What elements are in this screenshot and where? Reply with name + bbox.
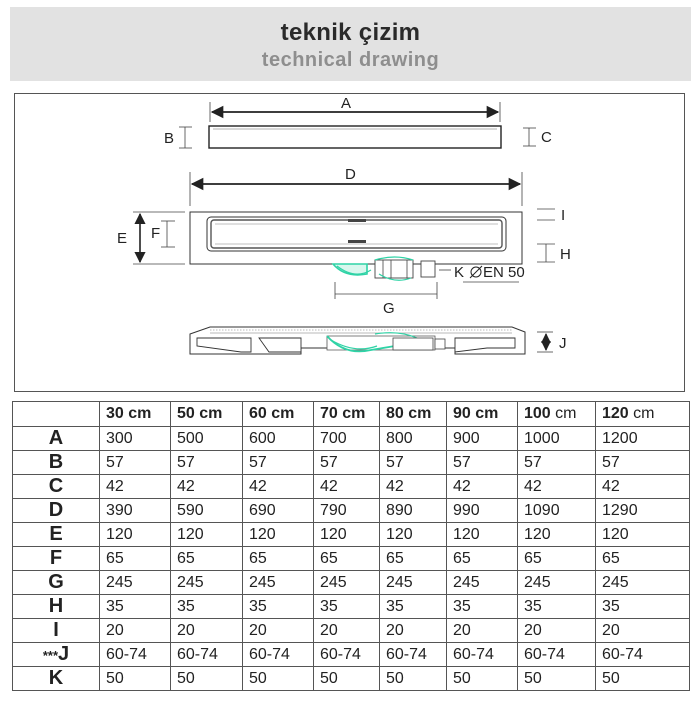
column-header-80cm (380, 402, 447, 427)
dimension-table (12, 401, 690, 691)
table-cell: 35 (380, 595, 447, 619)
table-cell: 65 (518, 547, 596, 571)
column-unit: cm (555, 405, 577, 422)
table-row (13, 595, 690, 619)
table-cell: 120 (243, 523, 314, 547)
table-cell: 120 (171, 523, 243, 547)
column-header-120cm (596, 402, 690, 427)
row-label-h (13, 595, 100, 619)
table-cell: 35 (314, 595, 380, 619)
table-row (13, 523, 690, 547)
table-cell: 50 (171, 667, 243, 691)
dimension-c (523, 128, 552, 146)
table-cell: 35 (243, 595, 314, 619)
table-cell: 60-74 (171, 643, 243, 667)
table-cell: 60-74 (447, 643, 518, 667)
table-cell: 65 (171, 547, 243, 571)
table-cell: 65 (100, 547, 171, 571)
table-cell: 50 (380, 667, 447, 691)
table-cell: 42 (314, 475, 380, 499)
column-unit: cm (475, 405, 499, 422)
label-a: A (341, 95, 352, 112)
table-cell: 20 (314, 619, 380, 643)
row-label-g (13, 571, 100, 595)
table-cell: 245 (243, 571, 314, 595)
table-cell: 35 (100, 595, 171, 619)
table-cell: 57 (243, 451, 314, 475)
table-cell: 690 (243, 499, 314, 523)
table-row (13, 571, 690, 595)
table-cell: 50 (447, 667, 518, 691)
row-label-f (13, 547, 100, 571)
table-cell: 60-74 (380, 643, 447, 667)
grate-top-view (209, 126, 501, 148)
row-label-b (13, 451, 100, 475)
table-cell: 245 (171, 571, 243, 595)
table-cell: 120 (596, 523, 690, 547)
dimension-j (537, 332, 567, 352)
table-cell: 60-74 (100, 643, 171, 667)
table-cell: 990 (447, 499, 518, 523)
corner-cell (13, 402, 100, 427)
table-cell: 50 (314, 667, 380, 691)
row-label-letter: I (53, 619, 59, 641)
table-cell: 50 (243, 667, 314, 691)
technical-drawing-panel (14, 93, 685, 392)
column-size: 30 (106, 405, 124, 422)
row-label-c (13, 475, 100, 499)
table-cell: 245 (380, 571, 447, 595)
table-cell: 57 (596, 451, 690, 475)
table-cell: 20 (100, 619, 171, 643)
column-header-70cm (314, 402, 380, 427)
dimension-h (537, 244, 571, 263)
diameter-icon (470, 266, 482, 278)
table-cell: 245 (314, 571, 380, 595)
column-size: 90 (453, 405, 471, 422)
table-cell: 20 (596, 619, 690, 643)
dimension-g (335, 282, 437, 317)
column-size: 70 (320, 405, 338, 422)
table-cell: 120 (314, 523, 380, 547)
table-cell: 20 (518, 619, 596, 643)
table-cell: 245 (596, 571, 690, 595)
table-cell: 60-74 (596, 643, 690, 667)
label-e: E (117, 230, 128, 247)
header-banner (10, 7, 691, 81)
column-header-90cm (447, 402, 518, 427)
row-label-letter: C (48, 475, 64, 497)
table-cell: 42 (596, 475, 690, 499)
label-k-spec: EN 50 (483, 264, 525, 281)
page-subtitle: technical drawing (261, 49, 440, 71)
column-header-30cm (100, 402, 171, 427)
label-c: C (541, 129, 552, 146)
row-label-letter: B (48, 451, 64, 473)
page-title: teknik çizim (280, 19, 421, 46)
label-d: D (345, 166, 356, 183)
table-cell: 390 (100, 499, 171, 523)
table-cell: 57 (518, 451, 596, 475)
table-cell: 57 (314, 451, 380, 475)
column-size: 80 (386, 405, 404, 422)
table-cell: 300 (100, 427, 171, 451)
table-cell: 57 (171, 451, 243, 475)
table-cell: 35 (596, 595, 690, 619)
row-label-e (13, 523, 100, 547)
table-cell: 35 (171, 595, 243, 619)
column-unit: cm (199, 405, 223, 422)
column-unit: cm (342, 405, 366, 422)
dimension-d (190, 166, 522, 206)
table-cell: 65 (596, 547, 690, 571)
row-label-prefix: *** (42, 648, 59, 663)
table-cell: 60-74 (243, 643, 314, 667)
table-cell: 890 (380, 499, 447, 523)
table-cell: 120 (447, 523, 518, 547)
table-cell: 500 (171, 427, 243, 451)
row-label-d (13, 499, 100, 523)
dimension-f (151, 221, 175, 247)
table-cell: 20 (171, 619, 243, 643)
table-cell: 42 (243, 475, 314, 499)
row-label-k (13, 667, 100, 691)
row-label-letter: E (49, 523, 63, 545)
table-cell: 42 (518, 475, 596, 499)
table-cell: 35 (447, 595, 518, 619)
label-k: K (454, 264, 465, 281)
table-cell: 1090 (518, 499, 596, 523)
dimension-b (164, 127, 192, 148)
table-cell: 20 (447, 619, 518, 643)
table-cell: 50 (518, 667, 596, 691)
table-cell: 42 (100, 475, 171, 499)
column-unit: cm (408, 405, 432, 422)
channel-side-view (190, 327, 525, 354)
table-cell: 42 (380, 475, 447, 499)
row-label-i (13, 619, 100, 643)
table-cell: 57 (100, 451, 171, 475)
table-row (13, 643, 690, 667)
table-row (13, 499, 690, 523)
table-cell: 1290 (596, 499, 690, 523)
table-body (13, 427, 690, 691)
column-header-50cm (171, 402, 243, 427)
table-cell: 35 (518, 595, 596, 619)
dimension-a (210, 95, 500, 122)
column-unit: cm (271, 405, 295, 422)
table-cell: 20 (380, 619, 447, 643)
table-cell: 120 (518, 523, 596, 547)
header-row (13, 402, 690, 427)
table-cell: 50 (100, 667, 171, 691)
table-cell: 65 (380, 547, 447, 571)
table-row (13, 451, 690, 475)
table-cell: 60-74 (518, 643, 596, 667)
table-cell: 120 (380, 523, 447, 547)
table-cell: 245 (447, 571, 518, 595)
label-j: J (559, 335, 567, 352)
table-cell: 120 (100, 523, 171, 547)
column-size: 120 (602, 405, 629, 422)
table-cell: 245 (100, 571, 171, 595)
label-f: F (151, 225, 161, 242)
table-cell: 900 (447, 427, 518, 451)
technical-drawing (15, 94, 686, 393)
column-unit: cm (633, 405, 655, 422)
table-cell: 42 (447, 475, 518, 499)
table-cell: 790 (314, 499, 380, 523)
column-size: 50 (177, 405, 195, 422)
table-cell: 65 (447, 547, 518, 571)
table-cell: 57 (447, 451, 518, 475)
table-cell: 65 (243, 547, 314, 571)
table-cell: 245 (518, 571, 596, 595)
table-cell: 700 (314, 427, 380, 451)
column-unit: cm (128, 405, 152, 422)
table-cell: 42 (171, 475, 243, 499)
table-cell: 20 (243, 619, 314, 643)
row-label-letter: A (48, 427, 64, 449)
table-row (13, 427, 690, 451)
table-cell: 50 (596, 667, 690, 691)
table-cell: 60-74 (314, 643, 380, 667)
channel-plan-view (190, 212, 522, 264)
table-row (13, 547, 690, 571)
table-cell: 800 (380, 427, 447, 451)
table-cell: 65 (314, 547, 380, 571)
table-cell: 600 (243, 427, 314, 451)
column-header-100cm (518, 402, 596, 427)
table-cell: 1000 (518, 427, 596, 451)
row-label-letter: K (48, 667, 64, 689)
table-cell: 57 (380, 451, 447, 475)
dimension-i (537, 207, 565, 224)
label-b: B (164, 130, 175, 147)
table-row (13, 475, 690, 499)
table-row (13, 667, 690, 691)
label-h: H (560, 246, 571, 263)
row-label-a (13, 427, 100, 451)
table-cell: 590 (171, 499, 243, 523)
dimension-k (439, 264, 525, 282)
row-label-letter: J (58, 643, 70, 665)
row-label-letter: D (48, 499, 64, 521)
row-label-letter: H (48, 595, 64, 617)
label-g: G (383, 300, 395, 317)
row-label-letter: F (49, 547, 63, 569)
row-label-letter: G (48, 571, 64, 593)
column-size: 60 (249, 405, 267, 422)
table-row (13, 619, 690, 643)
label-i: I (561, 207, 566, 224)
table-cell: 1200 (596, 427, 690, 451)
row-label-j (13, 643, 100, 667)
column-header-60cm (243, 402, 314, 427)
column-size: 100 (524, 405, 551, 422)
